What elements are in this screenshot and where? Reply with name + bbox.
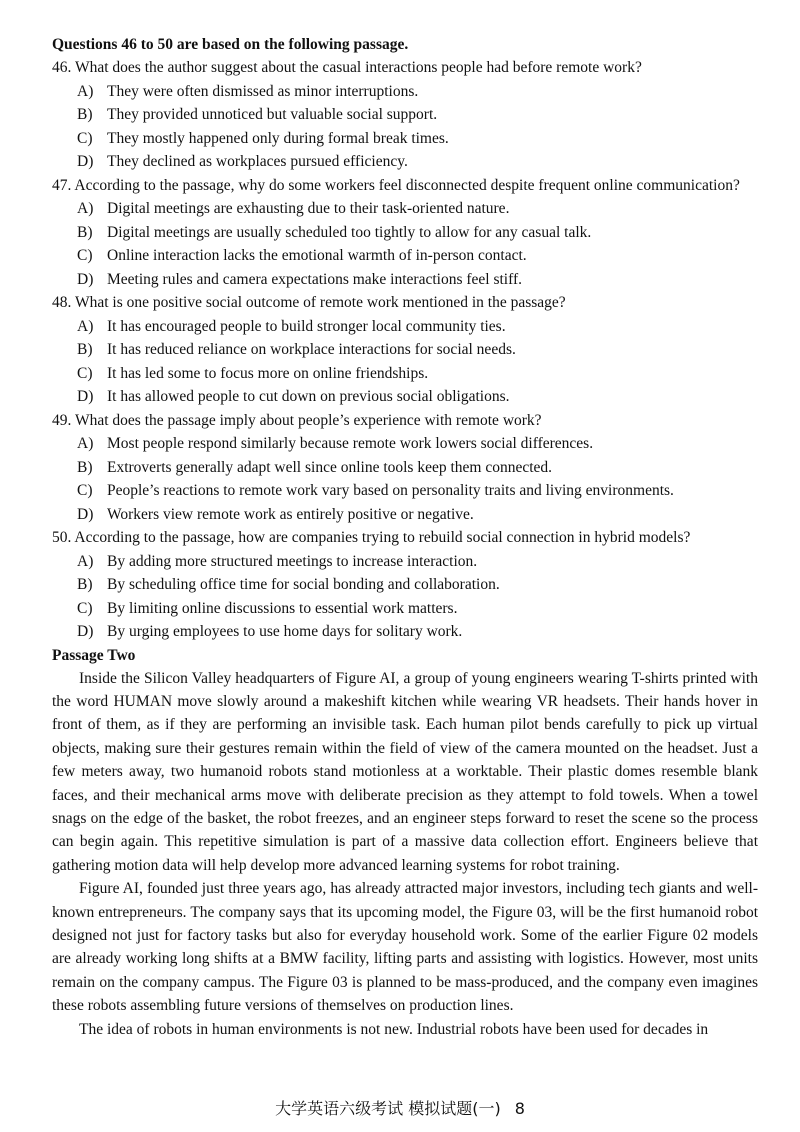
question-text: According to the passage, how are companies trying to rebuild social connection in hybrid models?	[74, 529, 691, 546]
passage-paragraph-2: Figure AI, founded just three years ago, has already attracted major investors, including tech giants and well-known entrepreneurs. The company says that its upcoming model, the Figure 03, will be the first humanoid robot designed not just for factory tasks but also for everyday household work. Some of the earlier Figure 02 models are already working long shifts at a BMW facility, lifting parts and assisting with logistics. However, most units remain on the company campus. The Figure 03 is planned to be mass-produced, and the company even imagines these robots assembling future versions of themselves on production lines.	[52, 880, 758, 1015]
option-text: It has allowed people to cut down on previous social obligations.	[107, 388, 510, 405]
question-number: 47.	[52, 176, 72, 194]
option-a	[77, 315, 758, 339]
question-text: According to the passage, why do some workers feel disconnected despite frequent online communication?	[74, 176, 740, 194]
option-text: Digital meetings are exhausting due to their task-oriented nature.	[107, 200, 510, 217]
option-letter: B)	[77, 341, 93, 358]
question-stem	[52, 56, 758, 80]
question-50	[52, 526, 758, 644]
option-d	[77, 503, 758, 527]
option-d	[77, 150, 758, 174]
question-number: 48.	[52, 294, 72, 311]
option-letter: B)	[77, 576, 93, 593]
option-a	[77, 80, 758, 104]
question-47	[52, 174, 758, 292]
option-letter: A)	[77, 82, 94, 100]
question-46	[52, 56, 758, 174]
question-stem	[52, 409, 758, 433]
option-text: People’s reactions to remote work vary based on personality traits and living environments.	[107, 482, 674, 499]
question-49	[52, 409, 758, 527]
option-letter: D)	[77, 388, 94, 405]
question-text: What is one positive social outcome of remote work mentioned in the passage?	[74, 294, 566, 311]
option-letter: B)	[77, 223, 93, 241]
option-a	[77, 197, 758, 221]
option-letter: C)	[77, 247, 93, 264]
question-stem	[52, 291, 758, 315]
option-d	[77, 620, 758, 644]
option-b	[77, 103, 758, 127]
option-c	[77, 362, 758, 386]
question-number: 46.	[52, 59, 72, 76]
option-text: They mostly happened only during formal break times.	[107, 129, 449, 147]
option-b	[77, 221, 758, 245]
option-text: They were often dismissed as minor interruptions.	[107, 82, 419, 100]
option-text: By scheduling office time for social bonding and collaboration.	[107, 576, 500, 593]
option-c	[77, 127, 758, 151]
option-b	[77, 338, 758, 362]
option-c	[77, 479, 758, 503]
passage-paragraph-3: The idea of robots in human environments is not new. Industrial robots have been used for decades in	[79, 1020, 709, 1038]
option-c	[77, 597, 758, 621]
option-text: Meeting rules and camera expectations make interactions feel stiff.	[107, 270, 523, 288]
question-text: What does the passage imply about people’s experience with remote work?	[74, 411, 542, 429]
option-letter: D)	[77, 505, 94, 523]
option-text: Most people respond similarly because remote work lowers social differences.	[107, 435, 594, 452]
option-letter: A)	[77, 317, 94, 335]
option-d	[77, 268, 758, 292]
option-letter: A)	[77, 200, 94, 217]
option-letter: C)	[77, 364, 93, 382]
page-footer	[0, 1096, 800, 1119]
option-letter: C)	[77, 482, 93, 499]
question-48	[52, 291, 758, 409]
option-letter: B)	[77, 106, 93, 123]
option-b	[77, 573, 758, 597]
option-text: Workers view remote work as entirely positive or negative.	[107, 505, 474, 523]
option-text: They provided unnoticed but valuable social support.	[107, 106, 438, 123]
exam-title: 大学英语六级考试 模拟试题(一)	[275, 1099, 501, 1118]
option-letter: A)	[77, 435, 94, 452]
option-text: By limiting online discussions to essential work matters.	[107, 599, 458, 617]
option-text: Digital meetings are usually scheduled too tightly to allow for any casual talk.	[107, 223, 592, 241]
section-heading: Questions 46 to 50 are based on the following passage.	[52, 36, 409, 53]
option-a	[77, 550, 758, 574]
option-text: They declined as workplaces pursued efficiency.	[107, 153, 408, 170]
option-letter: C)	[77, 129, 93, 147]
question-number: 49.	[52, 411, 72, 429]
passage-paragraph-1: Inside the Silicon Valley headquarters of Figure AI, a group of young engineers wearing T-shirts printed with the word HUMAN move slowly around a makeshift kitchen while wearing VR headsets. Their hands hover in front of them, as if they are performing an invisible task. Each human pilot bends carefully to pick up virtual objects, making sure their gestures remain within the field of view of the camera mounted on the headset. Just a few meters away, two humanoid robots stand motionless at a worktable. Their plastic domes resemble blank faces, and their mechanical arms move with deliberate precision as they attempt to fold towels. When a towel snags on the edge of the basket, the robot freezes, and an engineer steps forward to reset the scene so the process can begin again. This repetitive simulation is part of a massive data collection effort. Engineers believe that gathering motion data will help develop more advanced learning systems for robot training.	[52, 669, 758, 874]
option-letter: A)	[77, 552, 94, 570]
question-stem	[52, 174, 758, 198]
option-letter: B)	[77, 458, 93, 476]
option-text: Extroverts generally adapt well since online tools keep them connected.	[107, 458, 553, 476]
passage-title: Passage Two	[52, 646, 136, 664]
option-text: By adding more structured meetings to increase interaction.	[107, 552, 478, 570]
option-text: By urging employees to use home days for solitary work.	[107, 623, 463, 640]
option-a	[77, 432, 758, 456]
question-number: 50.	[52, 529, 72, 546]
option-text: It has led some to focus more on online friendships.	[107, 364, 429, 382]
option-letter: D)	[77, 623, 94, 640]
page-number: 8	[514, 1099, 525, 1118]
option-letter: D)	[77, 153, 94, 170]
question-stem	[52, 526, 758, 550]
option-text: It has reduced reliance on workplace interactions for social needs.	[107, 341, 516, 358]
option-letter: D)	[77, 270, 94, 288]
option-letter: C)	[77, 599, 93, 617]
option-d	[77, 385, 758, 409]
option-b	[77, 456, 758, 480]
question-text: What does the author suggest about the casual interactions people had before remote work?	[74, 59, 642, 76]
option-text: It has encouraged people to build stronger local community ties.	[107, 317, 506, 335]
option-c	[77, 244, 758, 268]
option-text: Online interaction lacks the emotional warmth of in-person contact.	[107, 247, 527, 264]
